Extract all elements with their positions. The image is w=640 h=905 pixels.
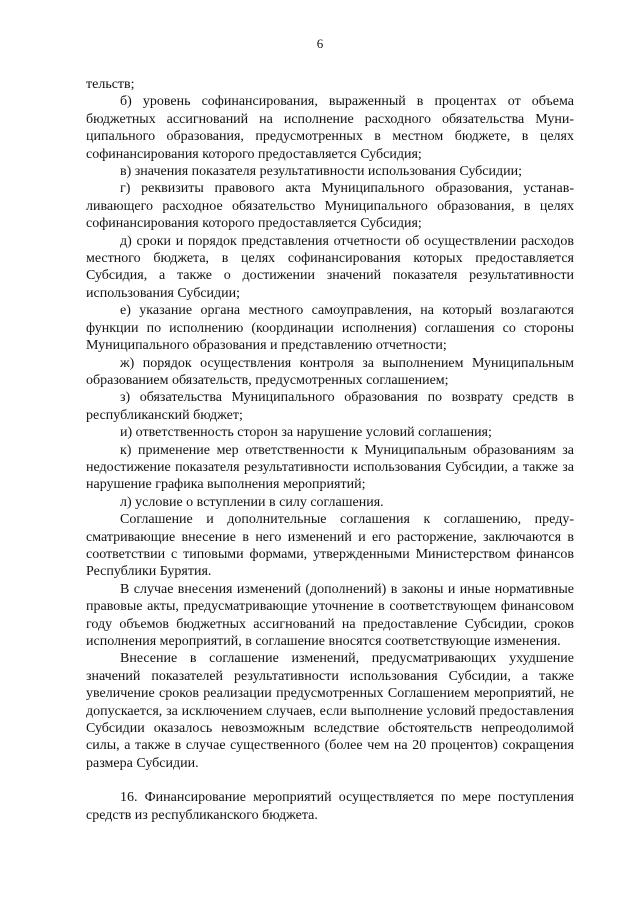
paragraph: Внесение в соглашение изменений, предусматривающих ухудшение значений показателей результативности использования Субсидии, а также увеличение сроков реализации предусмотренных Соглашением мероприятий, не допускается, за исключением случаев, если выполнение условий предоставления Субсидии оказалось невозможным вследствие обстоятельств непреодолимой силы, а также в случае существенного (более чем на 20 процентов) сокращения размера Субсидии. bbox=[86, 651, 574, 771]
paragraph: и) ответственность сторон за нарушение условий соглашения; bbox=[120, 425, 492, 441]
paragraph: д) сроки и порядок представления отчетности об осуществлении расходов местного бюджета, в целях софинансирования которых предоставляется Субсидия, а также о достижении значений показателя результативности использования Субсидии; bbox=[86, 233, 574, 301]
paragraph: тельств; bbox=[86, 77, 135, 92]
page-number: 6 bbox=[316, 36, 324, 51]
paragraph: л) условие о вступлении в силу соглашения. bbox=[120, 494, 384, 510]
document-body bbox=[86, 76, 574, 824]
paragraph: к) применение мер ответственности к Муниципальным образованиям за недостижение показателя результативности использования Субсидии, а также за нарушение графика выполнения мероприятий; bbox=[86, 442, 574, 493]
paragraph: е) указание органа местного самоуправления, на который возлагаются функции по исполнению (координации исполнения) соглашения со стороны Муниципального образования и представлению отчетности; bbox=[86, 303, 574, 354]
paragraph: б) уровень софинансирования, выраженный в процентах от объема бюджетных ассигнований на исполнение расходного обязательства Муниципального образования, предусмотренных в местном бюджете, в целях софинансирования которого предоставляется Субсидия; bbox=[86, 94, 574, 162]
paragraph: 16. Финансирование мероприятий осуществляется по мере поступления средств из республиканского бюджета. bbox=[86, 790, 574, 823]
paragraph: з) обязательства Муниципального образования по возврату средств в республиканский бюджет; bbox=[86, 390, 574, 423]
paragraph: Соглашение и дополнительные соглашения к соглашению, предусматривающие внесение в него изменений и его расторжение, заключаются в соответствии с типовыми формами, утвержденными Министерством финансов Республики Бурятия. bbox=[86, 512, 574, 580]
paragraph: В случае внесения изменений (дополнений) в законы и иные нормативные правовые акты, предусматривающие уточнение в соответствующем финансовом году объемов бюджетных ассигнований на предоставление Субсидии, сроков исполнения мероприятий, в соглашение вносятся соответствующие изменения. bbox=[86, 581, 574, 649]
paragraph: ж) порядок осуществления контроля за выполнением Муниципальным образованием обязательств, предусмотренных соглашением; bbox=[86, 355, 574, 388]
paragraph: г) реквизиты правового акта Муниципального образования, устанавливающего расходное обязательство Муниципального образования, в целях софинансирования которого предоставляется Субсидия; bbox=[86, 181, 574, 232]
paragraph: в) значения показателя результативности использования Субсидии; bbox=[120, 164, 522, 180]
